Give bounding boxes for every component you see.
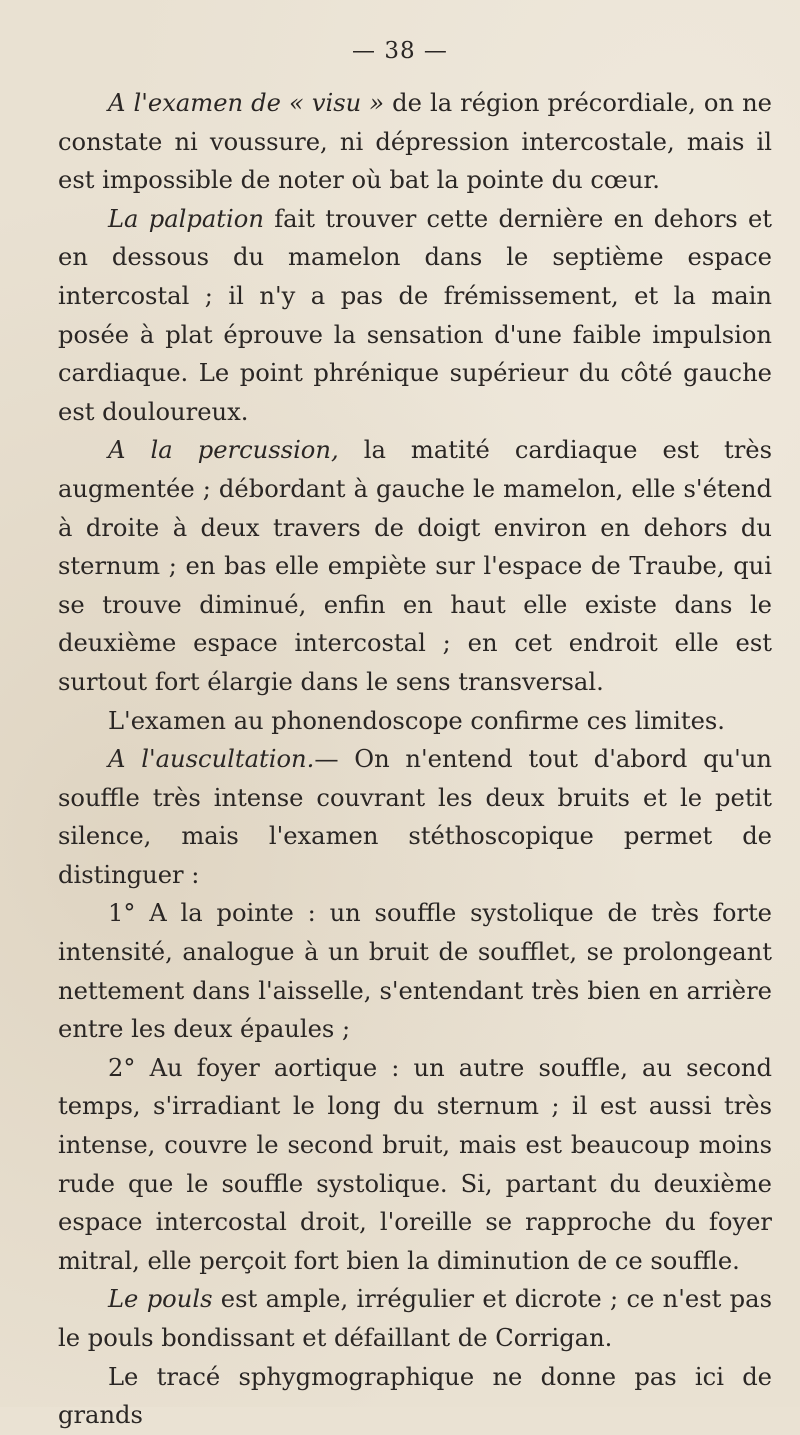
paragraph-body: fait trouver cette dernière en dehors et en dessous du mamelon dans le septième espace intercostal ; il n'y a pas de frémissement, et la main posée à plat éprouve la sensation d'une faible impulsion cardiaque. Le point phrénique supérieur du côté gauche est douloureux. bbox=[58, 204, 772, 426]
paragraph-body: — On n'entend tout d'abord qu'un souffle très intense couvrant les deux bruits et le petit silence, mais l'examen stéthoscopique permet de distinguer : bbox=[58, 745, 772, 889]
paragraph-item-1 bbox=[58, 894, 772, 1048]
paragraph-body: est ample, irrégulier et dicrote ; ce n'est pas le pouls bondissant et défaillant de Corrigan. bbox=[58, 1285, 772, 1352]
paragraph-body: de la région précordiale, on ne constate ni voussure, ni dépression intercostale, mais il est impossible de noter où bat la pointe du cœur. bbox=[58, 89, 772, 195]
paragraph-lead-italic: A la percussion, bbox=[108, 436, 339, 465]
paragraph-lead-italic: Le pouls bbox=[108, 1285, 213, 1314]
paragraph-lead-italic: La palpation bbox=[108, 204, 264, 233]
paragraph-auscultation bbox=[58, 740, 772, 894]
paragraph-body: 1° A la pointe : un souffle systolique de très forte intensité, analogue à un bruit de soufflet, se prolongeant nettement dans l'aisselle, s'entendant très bien en arrière entre les deux épaules ; bbox=[58, 899, 772, 1044]
paragraph-inspection bbox=[58, 84, 772, 200]
paragraph-lead-italic: A l'examen de « visu » bbox=[108, 89, 385, 117]
paragraph-body: la matité cardiaque est très augmentée ; débordant à gauche le mamelon, elle s'étend à droite à deux travers de doigt environ en dehors du sternum ; en bas elle empiète sur l'espace de Traube, qui se trouve diminué, enfin en haut elle existe dans le deuxième espace intercostal ; en cet endroit elle est surtout fort élargie dans le sens transversal. bbox=[58, 436, 772, 696]
page-number: — 38 — bbox=[352, 38, 448, 64]
body-text bbox=[58, 84, 772, 1435]
paragraph-palpation bbox=[58, 200, 772, 432]
paragraph-pulse bbox=[58, 1280, 772, 1357]
paragraph-body: 2° Au foyer aortique : un autre souffle, au second temps, s'irradiant le long du sternum ; il est aussi très intense, couvre le second bruit, mais est beaucoup moins rude que le souffle systolique. Si, partant du deuxième espace intercostal droit, l'oreille se rapproche du foyer mitral, elle perçoit fort bien la diminution de ce souffle. bbox=[58, 1053, 772, 1275]
paragraph-lead-italic: A l'auscultation. bbox=[108, 745, 315, 774]
paragraph-body: L'examen au phonendoscope confirme ces limites. bbox=[108, 706, 725, 735]
paragraph-sphygmograph bbox=[58, 1358, 772, 1435]
paragraph-phonendoscope bbox=[58, 702, 772, 741]
paragraph-body: Le tracé sphygmographique ne donne pas ici de grands bbox=[58, 1362, 772, 1430]
paragraph-percussion bbox=[58, 431, 772, 701]
paragraph-item-2 bbox=[58, 1049, 772, 1281]
